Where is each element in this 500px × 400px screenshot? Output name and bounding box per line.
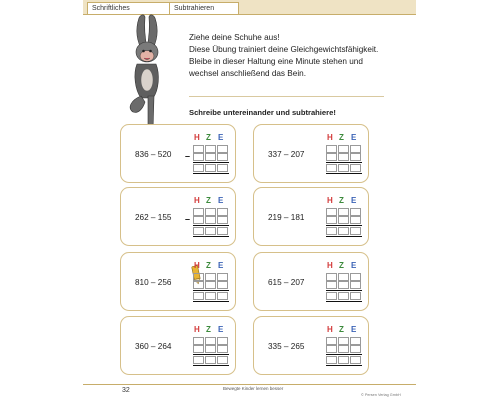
subtraction-problem: 810 – 256 bbox=[135, 278, 172, 287]
subtraction-problem: 219 – 181 bbox=[268, 213, 305, 222]
ones-label: E bbox=[218, 325, 224, 334]
exercise-card bbox=[253, 187, 369, 246]
instruction-line: Diese Übung trainiert deine Gleichgewichtsfähigkeit. bbox=[189, 45, 379, 54]
copyright: © Persen Verlag GmbH bbox=[361, 393, 401, 397]
answer-grid[interactable] bbox=[193, 337, 229, 369]
tens-label: Z bbox=[339, 133, 344, 142]
subtraction-problem: 836 – 520 bbox=[135, 150, 172, 159]
page-number: 32 bbox=[122, 387, 130, 394]
answer-grid[interactable] bbox=[193, 145, 229, 177]
ones-label: E bbox=[218, 261, 224, 270]
subtraction-problem: 337 – 207 bbox=[268, 150, 305, 159]
subtraction-problem: 262 – 155 bbox=[135, 213, 172, 222]
hundreds-label: H bbox=[327, 133, 333, 142]
subtraction-problem: 615 – 207 bbox=[268, 278, 305, 287]
tens-label: Z bbox=[206, 325, 211, 334]
hundreds-label: H bbox=[194, 133, 200, 142]
header-tab-topic: Schriftliches bbox=[87, 2, 173, 14]
answer-grid[interactable] bbox=[326, 337, 362, 369]
worksheet-page bbox=[83, 0, 416, 400]
exercise-card bbox=[120, 316, 236, 375]
ones-label: E bbox=[218, 196, 224, 205]
instruction-line: wechsel anschließend das Bein. bbox=[189, 69, 306, 78]
task-instruction: Schreibe untereinander und subtrahiere! bbox=[189, 108, 336, 117]
subtraction-problem: 335 – 265 bbox=[268, 342, 305, 351]
exercise-card bbox=[120, 252, 236, 311]
answer-grid[interactable] bbox=[193, 208, 229, 240]
tens-label: Z bbox=[339, 261, 344, 270]
answer-grid[interactable] bbox=[193, 273, 229, 305]
ones-label: E bbox=[351, 325, 357, 334]
hundreds-label: H bbox=[194, 325, 200, 334]
tens-label: Z bbox=[206, 196, 211, 205]
answer-grid[interactable] bbox=[326, 145, 362, 177]
hundreds-label: H bbox=[194, 196, 200, 205]
exercise-card bbox=[253, 252, 369, 311]
monkey-illustration bbox=[113, 12, 177, 137]
hundreds-label: H bbox=[194, 261, 200, 270]
footer-divider bbox=[83, 384, 416, 385]
exercise-card bbox=[253, 124, 369, 183]
exercise-card bbox=[120, 124, 236, 183]
hundreds-label: H bbox=[327, 196, 333, 205]
subtraction-problem: 360 – 264 bbox=[135, 342, 172, 351]
tens-label: Z bbox=[206, 133, 211, 142]
hundreds-label: H bbox=[327, 325, 333, 334]
task-divider bbox=[189, 96, 384, 97]
ones-label: E bbox=[351, 133, 357, 142]
series-title: Bewegte Kinder lernen besser bbox=[223, 386, 284, 391]
tens-label: Z bbox=[339, 196, 344, 205]
header-tab-subtopic: Subtrahieren bbox=[169, 2, 239, 14]
minus-sign: – bbox=[185, 151, 191, 161]
instruction-line: Ziehe deine Schuhe aus! bbox=[189, 33, 280, 42]
hundreds-label: H bbox=[327, 261, 333, 270]
exercise-card bbox=[253, 316, 369, 375]
exercise-card bbox=[120, 187, 236, 246]
instructions bbox=[189, 32, 409, 80]
ones-label: E bbox=[351, 261, 357, 270]
minus-sign: – bbox=[185, 214, 191, 224]
ones-label: E bbox=[218, 133, 224, 142]
tens-label: Z bbox=[339, 325, 344, 334]
answer-grid[interactable] bbox=[326, 208, 362, 240]
ones-label: E bbox=[351, 196, 357, 205]
tens-label: Z bbox=[206, 261, 211, 270]
answer-grid[interactable] bbox=[326, 273, 362, 305]
instruction-line: Bleibe in dieser Haltung eine Minute stehen und bbox=[189, 57, 363, 66]
